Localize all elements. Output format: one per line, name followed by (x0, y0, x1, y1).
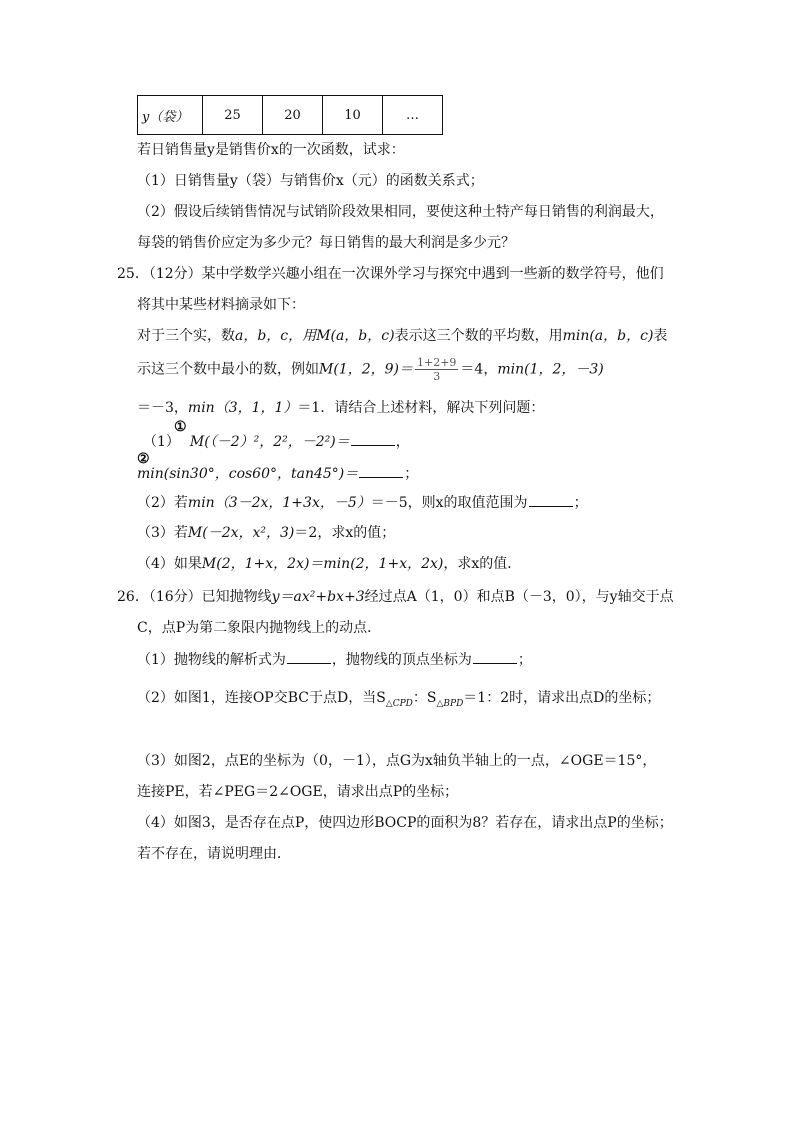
answer-blank (359, 463, 403, 478)
q24-part2-line2: 每袋的销售价应定为多少元？每日销售的最大利润是多少元？ (137, 235, 515, 251)
math: min（3－2x，1+3x，－5） (187, 495, 371, 511)
text: a，b，c，用 (235, 328, 317, 344)
text: （2）若 (137, 495, 188, 511)
answer-blank (529, 492, 573, 507)
answer-blank (473, 649, 517, 664)
q25-part1-item2 (137, 463, 418, 484)
q26-part2 (137, 688, 660, 714)
fraction-numerator: 1+2+9 (416, 356, 457, 369)
punct: ； (573, 495, 588, 511)
fraction-denominator: 3 (433, 370, 441, 383)
subscript: △CPD (385, 698, 413, 709)
answer-blank (351, 431, 395, 446)
text: 示这三个数中最小的数，例如 (137, 361, 319, 378)
circle-one-marker: ① (174, 419, 187, 435)
text: （1）抛物线的解析式为 (137, 652, 286, 668)
math: min(a，b，c) (562, 328, 654, 344)
q25-definition-line3 (137, 398, 544, 418)
q25-part3 (137, 523, 395, 543)
text: ，求x的值． (443, 556, 522, 572)
punct: ， (395, 434, 410, 450)
table-cell: … (383, 96, 443, 135)
fraction (415, 356, 458, 383)
math: M(（－2）²，2²，－2²)＝ (189, 434, 350, 450)
text: （2）如图1，连接OP交BC于点D，当S (137, 690, 386, 706)
math: M(a，b，c) (316, 328, 395, 344)
q24-part2-line1: （2）假设后续销售情况与试销阶段效果相同，要使这种土特产每日销售的利润最大， (137, 204, 664, 220)
math: M(1，2，9)＝ (319, 361, 413, 378)
text: ＝－5，则x的取值范围为 (370, 495, 528, 511)
punct: ； (517, 652, 532, 668)
text: 表示这三个数的平均数，用 (394, 328, 563, 344)
math: M(2，1+x，2x)＝min(2，1+x，2x) (201, 556, 444, 572)
answer-blank (287, 649, 331, 664)
math: min（3，1，1） (187, 400, 298, 416)
text: ：S (412, 690, 437, 706)
q26-part3-line2: 连接PE，若∠PEG＝2∠OGE，请求出点P的坐标； (137, 784, 459, 800)
text: 26．（16分）已知抛物线 (117, 589, 272, 605)
text: 对于三个实，数 (137, 328, 235, 344)
subscript: △BPD (436, 698, 464, 709)
q26-part3-line1: （3）如图2，点E的坐标为（0，－1），点G为x轴负半轴上的一点，∠OGE＝15°， (137, 753, 657, 769)
q24-intro: 若日销售量y是销售价x的一次函数，试求： (137, 142, 405, 158)
circle-two-marker: ② (137, 451, 150, 467)
q25-definition-line1 (137, 326, 667, 346)
text: ＝1．请结合上述材料，解决下列问题： (297, 400, 545, 416)
table-row (138, 96, 443, 135)
q25-part4 (137, 554, 521, 574)
text: （4）如果 (137, 556, 202, 572)
q25-part2 (137, 492, 588, 513)
q26-heading-line1 (117, 587, 674, 607)
table-row-label: y（袋） (138, 96, 203, 135)
text: ＝－3， (137, 400, 188, 416)
math: M(－2x，x²，3) (187, 525, 295, 541)
q26-heading-line2: C，点P为第二象限内抛物线上的动点． (137, 620, 382, 636)
text: ＝2，求x的值； (294, 525, 396, 541)
punct: ； (404, 466, 419, 482)
text: 表 (653, 328, 668, 344)
math: y＝ax²+bx+3 (271, 589, 365, 605)
q24-part1: （1）日销售量y（袋）与销售价x（元）的函数关系式； (137, 173, 484, 189)
q26-part4-line2: 若不存在，请说明理由． (137, 846, 291, 862)
q25-definition-line2 (137, 356, 604, 383)
table-cell: 10 (323, 96, 383, 135)
q25-heading-line2: 将其中某些材料摘录如下： (137, 297, 305, 313)
math: min(sin30°，cos60°，tan45°)＝ (137, 466, 359, 482)
math: min(1，2，－3) (497, 361, 604, 378)
q26-part1 (137, 649, 532, 670)
sales-table (137, 95, 443, 135)
q25-heading-line1: 25．（12分）某中学数学兴趣小组在一次课外学习与探究中遇到一些新的数学符号，他们 (117, 266, 664, 282)
q25-part1-item1 (143, 431, 410, 452)
q26-part4-line1: （4）如图3，是否存在点P，使四边形BOCP的面积为8？若存在，请求出点P的坐标； (137, 815, 673, 831)
part-label: （1） (143, 434, 180, 450)
table-cell: 25 (203, 96, 263, 135)
text: （3）若 (137, 525, 188, 541)
table-cell: 20 (263, 96, 323, 135)
text: 经过点A（1，0）和点B（－3，0），与y轴交于点 (364, 589, 674, 605)
text: ，抛物线的顶点坐标为 (331, 652, 472, 668)
text: ＝4， (460, 361, 498, 378)
text: ＝1：2时，请求出点D的坐标； (463, 690, 661, 706)
